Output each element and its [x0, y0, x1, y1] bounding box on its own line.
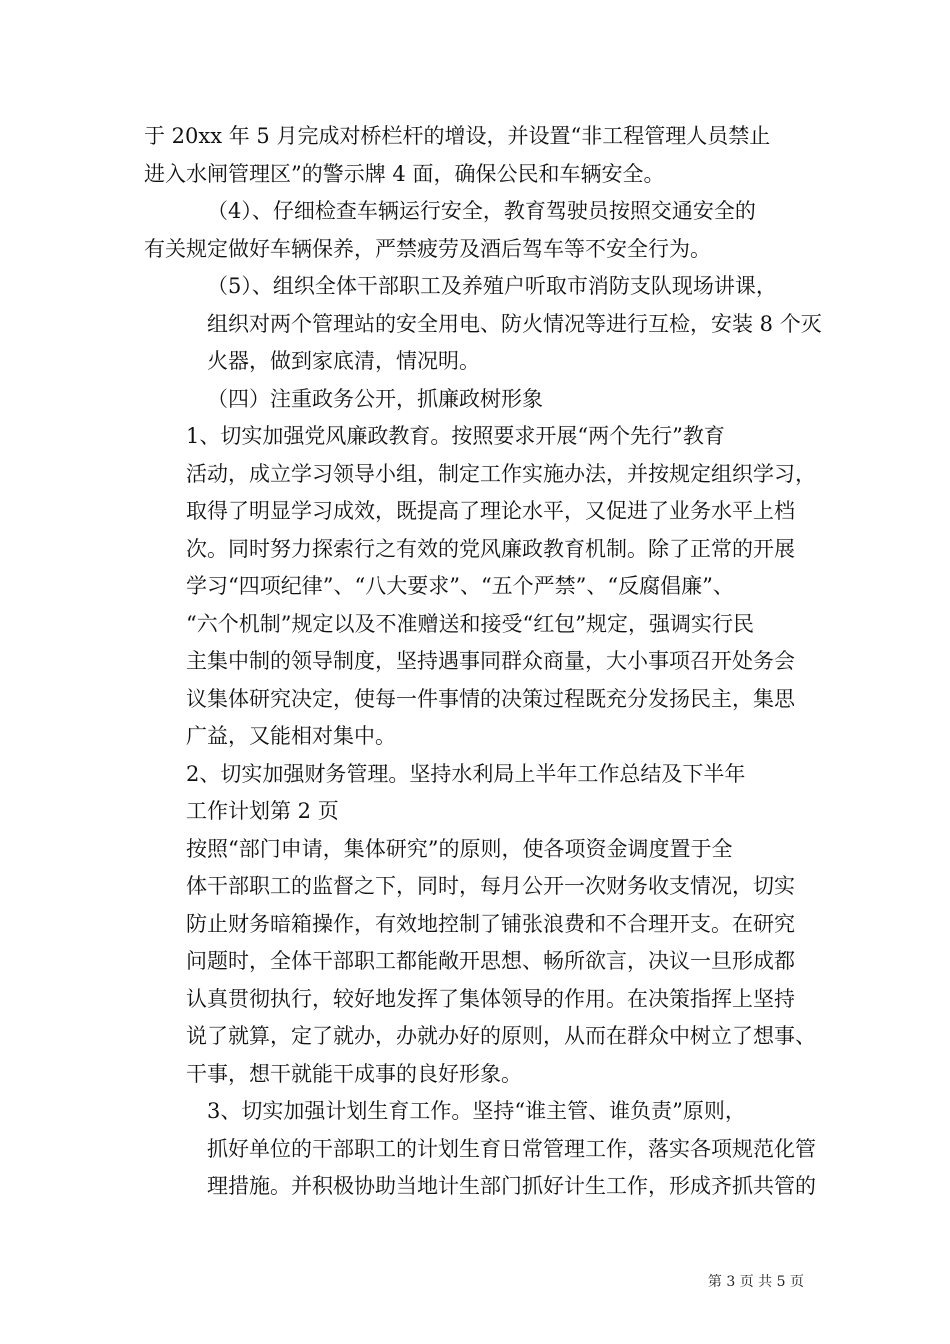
text-line: 火器，做到家底清，情况明。: [207, 349, 480, 373]
text-line: 认真贯彻执行，较好地发挥了集体领导的作用。在决策指挥上坚持: [186, 986, 795, 1011]
text-line: 3、切实加强计划生育工作。坚持“谁主管、谁负责”原则，: [207, 1099, 746, 1123]
paragraph-fire-safety: [144, 268, 822, 381]
text-line: 防止财务暗箱操作，有效地控制了铺张浪费和不合理开支。在研究: [186, 911, 795, 936]
text-line: 按照“部门申请，集体研究”的原则，使各项资金调度置于全: [186, 836, 733, 861]
text-line: 说了就算，定了就办，办就办好的原则，从而在群众中树立了想事、: [186, 1024, 816, 1048]
paragraph-finance: [144, 756, 806, 831]
text-line: 学习“四项纪律”、“八大要求”、“五个严禁”、“反腐倡廉”、: [186, 574, 734, 598]
page-number-footer: 第 3 页 共 5 页: [707, 1274, 804, 1290]
text-line: 体干部职工的监督之下，同时，每月公开一次财务收支情况，切实: [186, 874, 795, 898]
section-heading-4: [144, 381, 806, 419]
text-line: 主集中制的领导制度，坚持遇事同群众商量，大小事项召开处务会: [186, 649, 795, 673]
paragraph-vehicle-safety: [144, 193, 806, 268]
text-line: 问题时，全体干部职工都能敞开思想、畅所欲言，决议一旦形成都: [186, 949, 795, 973]
paragraph-anti-corruption: [144, 418, 816, 756]
text-line: 干事，想干就能干成事的良好形象。: [186, 1061, 522, 1086]
text-line: 组织对两个管理站的安全用电、防火情况等进行互检，安装 8 个灭: [207, 311, 822, 336]
text-line: 理措施。并积极协助当地计生部门抓好计生工作，形成齐抓共管的: [207, 1174, 816, 1198]
document-body: [144, 118, 822, 1206]
text-line: 取得了明显学习成效，既提高了理论水平，又促进了业务水平上档: [186, 499, 795, 523]
text-line: 1、切实加强党风廉政教育。按照要求开展“两个先行”教育: [186, 424, 725, 448]
text-line: 于 20xx 年 5 月完成对桥栏杆的增设，并设置“非工程管理人员禁止: [144, 124, 771, 148]
text-line: 议集体研究决定，使每一件事情的决策过程既充分发扬民主，集思: [186, 686, 795, 711]
text-line: 进入水闸管理区”的警示牌 4 面，确保公民和车辆安全。: [144, 161, 665, 186]
text-line: 2、切实加强财务管理。坚持水利局上半年工作总结及下半年: [186, 761, 746, 786]
text-line: 抓好单位的干部职工的计划生育日常管理工作，落实各项规范化管: [207, 1136, 816, 1161]
text-line: 工作计划第 2 页: [186, 799, 339, 823]
paragraph-family-planning: [144, 1093, 816, 1206]
text-line: 活动，成立学习领导小组，制定工作实施办法，并按规定组织学习，: [186, 461, 816, 486]
text-line: （5）、组织全体干部职工及养殖户听取市消防支队现场讲课，: [207, 274, 777, 298]
text-line: 有关规定做好车辆保养，严禁疲劳及酒后驾车等不安全行为。: [144, 236, 711, 261]
text-line: 广益，又能相对集中。: [186, 724, 396, 748]
paragraph-bridge-railing: [144, 118, 806, 193]
text-line: （4）、仔细检查车辆运行安全，教育驾驶员按照交通安全的: [207, 199, 756, 223]
text-line: “六个机制”规定以及不准赠送和接受“红包”规定，强调实行民: [186, 611, 754, 636]
paragraph-principles: [144, 831, 816, 1094]
text-line: （四）注重政务公开，抓廉政树形象: [207, 386, 543, 411]
text-line: 次。同时努力探索行之有效的党风廉政教育机制。除了正常的开展: [186, 536, 795, 561]
